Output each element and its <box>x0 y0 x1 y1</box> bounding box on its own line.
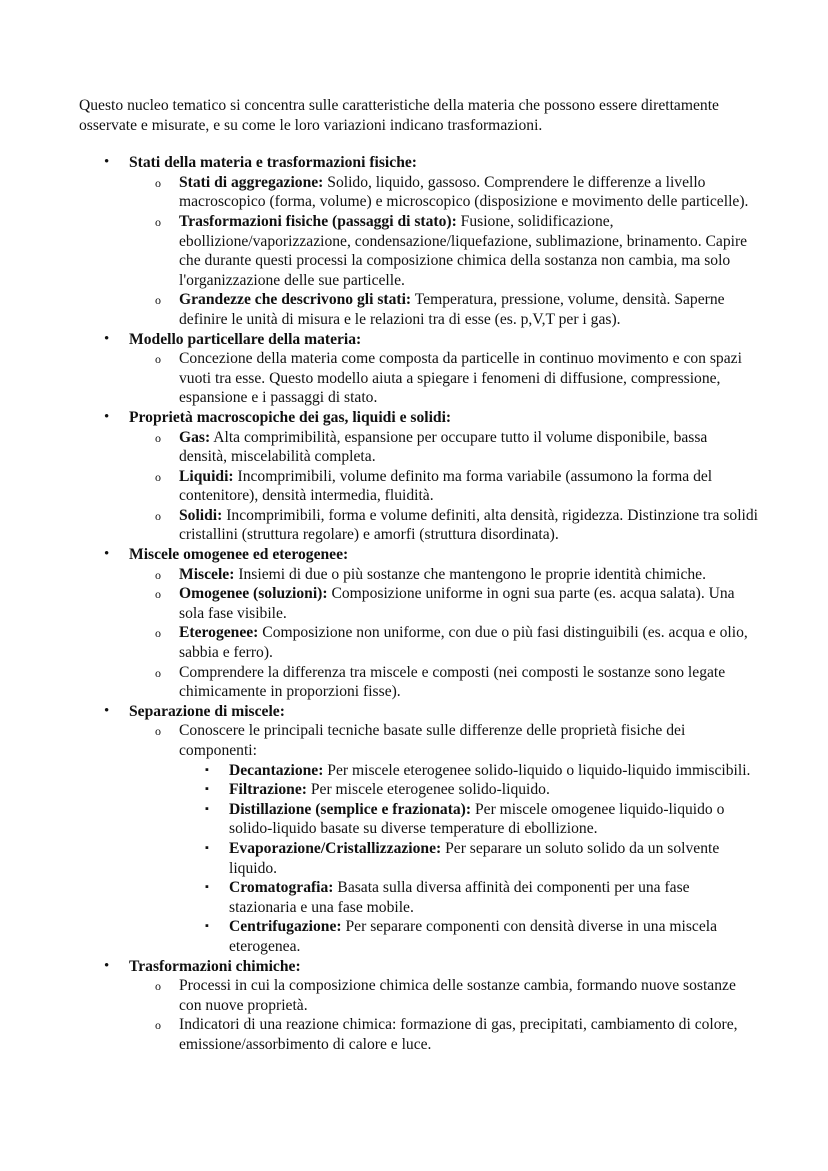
subitem <box>129 467 759 506</box>
subitem <box>129 663 759 702</box>
subitem-body <box>179 173 759 212</box>
subitem-text: Concezione della materia come composta da particelle in continuo movimento e con spazi vuoti tra esse. Questo modello aiuta a spiegare i fenomeni di diffusione, compressione, espansione e i passaggi di stato. <box>179 350 742 407</box>
technique-item <box>179 780 759 800</box>
subitem <box>129 565 759 585</box>
subitem <box>129 584 759 623</box>
technique-term: Distillazione (semplice e frazionata): <box>229 800 472 818</box>
technique-text: Basata sulla diversa affinità dei componenti per una fase stazionaria e una fase mobile. <box>229 879 690 916</box>
subitem-text: Processi in cui la composizione chimica delle sostanze cambia, formando nuove sostanze con nuove proprietà. <box>179 977 736 1014</box>
subitem <box>129 212 759 290</box>
bullet-circle-icon: o <box>155 979 161 994</box>
subitem-text: Solido, liquido, gassoso. Comprendere le differenze a livello macroscopico (forma, volume) e microscopico (disposizione e movimento delle particelle). <box>179 173 749 211</box>
subitem <box>129 976 759 1015</box>
section-heading: Proprietà macroscopiche dei gas, liquidi e solidi: <box>129 408 452 426</box>
subitem-term: Eterogenee: <box>179 624 259 642</box>
subitem-body <box>179 623 759 662</box>
technique-item <box>179 878 759 917</box>
bullet-circle-icon: o <box>155 587 161 602</box>
subitem-text: Insiemi di due o più sostanze che mantengono le proprie identità chimiche. <box>234 565 706 583</box>
subitem-body <box>179 349 759 408</box>
subitem-term: Liquidi: <box>179 467 234 485</box>
section-heading: Modello particellare della materia: <box>129 330 362 348</box>
subitem <box>129 173 759 212</box>
bullet-circle-icon: o <box>155 352 161 367</box>
subitem-term: Grandezze che descrivono gli stati: <box>179 291 412 309</box>
bullet-disc-icon: • <box>104 702 110 719</box>
technique-text: Per separare componenti con densità diverse in una miscela eterogenea. <box>229 918 718 955</box>
subitem-text: Comprendere la differenza tra miscele e composti (nei composti le sostanze sono legate chimicamente in proporzioni fisse). <box>179 663 726 701</box>
subitem-text: Composizione non uniforme, con due o più fasi distinguibili (es. acqua e olio, sabbia e ferro). <box>179 624 748 662</box>
bullet-circle-icon: o <box>155 626 161 641</box>
document-page <box>79 96 759 1055</box>
subitem-body <box>179 584 759 623</box>
subitem-text: Indicatori di una reazione chimica: formazione di gas, precipitati, cambiamento di colore, emissione/assorbimento di calore e luce. <box>179 1016 738 1053</box>
bullet-disc-icon: • <box>104 408 110 425</box>
subitem-body <box>179 467 759 506</box>
subitem <box>129 1015 759 1054</box>
technique-term: Centrifugazione: <box>229 918 342 936</box>
bullet-square-icon: ▪ <box>205 763 209 776</box>
subitem-text: Composizione uniforme in ogni sua parte (es. acqua salata). Una sola fase visibile. <box>179 585 735 622</box>
bullet-disc-icon: • <box>104 154 110 171</box>
subitem-text: Incomprimibili, volume definito ma forma variabile (assumono la forma del contenitore), densità intermedia, fluidità. <box>179 467 713 505</box>
subitem-text: Incomprimibili, forma e volume definiti, alta densità, rigidezza. Distinzione tra solidi cristallini (struttura regolare) e amorfi (struttura disordinata). <box>179 506 759 544</box>
bullet-square-icon: ▪ <box>205 841 209 854</box>
technique-text: Per miscele eterogenee solido-liquido. <box>306 781 550 799</box>
section-subitems <box>129 428 759 546</box>
technique-text: Per miscele omogenee liquido-liquido o solido-liquido basate su diverse temperature di ebollizione. <box>229 800 725 838</box>
technique-item <box>179 800 759 839</box>
section-heading: Separazione di miscele: <box>129 702 285 720</box>
subitem <box>129 290 759 329</box>
bullet-circle-icon: o <box>155 469 161 484</box>
subitem-term: Miscele: <box>179 565 235 583</box>
technique-item <box>179 917 759 956</box>
technique-term: Cromatografia: <box>229 879 334 897</box>
bullet-circle-icon: o <box>155 214 161 229</box>
technique-body <box>229 839 759 878</box>
subitem-body <box>179 565 759 585</box>
subitem-text: Conoscere le principali tecniche basate sulle differenze delle proprietà fisiche dei componenti: <box>179 722 686 759</box>
subitem-term: Trasformazioni fisiche (passaggi di stato): <box>179 212 457 230</box>
bullet-circle-icon: o <box>155 293 161 308</box>
subitem-term: Gas: <box>179 428 211 446</box>
technique-body <box>229 917 759 956</box>
bullet-circle-icon: o <box>155 724 161 739</box>
intro-paragraph: Questo nucleo tematico si concentra sulle caratteristiche della materia che possono essere direttamente osservate e misurate, e su come le loro variazioni indicano trasformazioni. <box>79 97 719 134</box>
subitem-body <box>179 976 759 1015</box>
section-item <box>79 545 759 702</box>
technique-body <box>229 780 759 800</box>
bullet-circle-icon: o <box>155 175 161 190</box>
subitem-body <box>179 506 759 545</box>
section-subitems <box>129 349 759 408</box>
section-heading: Stati della materia e trasformazioni fisiche: <box>129 154 417 172</box>
bullet-circle-icon: o <box>155 430 161 445</box>
topic-outline <box>79 153 759 1054</box>
subitem-term: Stati di aggregazione: <box>179 173 324 191</box>
subitem <box>129 721 759 956</box>
technique-term: Evaporazione/Cristallizzazione: <box>229 839 442 857</box>
section-item <box>79 957 759 1055</box>
subitem-body <box>179 428 759 467</box>
technique-body <box>229 878 759 917</box>
technique-term: Filtrazione: <box>229 781 307 799</box>
subitem-body <box>179 663 759 702</box>
bullet-circle-icon: o <box>155 1018 161 1033</box>
subitem-term: Omogenee (soluzioni): <box>179 585 328 603</box>
subitem-body <box>179 290 759 329</box>
bullet-square-icon: ▪ <box>205 783 209 796</box>
technique-item <box>179 761 759 781</box>
subitem-text: Fusione, solidificazione, ebollizione/vaporizzazione, condensazione/liquefazione, sublimazione, brinamento. Capire che durante questi processi la composizione chimica della sostanza non cambia, ma solo l'organizzazione delle sue particelle. <box>179 212 748 289</box>
bullet-circle-icon: o <box>155 665 161 680</box>
subitem-text: Alta comprimibilità, espansione per occupare tutto il volume disponibile, bassa densità, miscelabilità completa. <box>179 428 708 466</box>
subitem <box>129 349 759 408</box>
subitem-text: Temperatura, pressione, volume, densità. Saperne definire le unità di misura e le relazioni tra di esse (es. p,V,T per i gas). <box>179 291 725 328</box>
section-heading: Miscele omogenee ed eterogenee: <box>129 546 349 564</box>
subitem-term: Solidi: <box>179 506 223 524</box>
bullet-disc-icon: • <box>104 957 110 974</box>
bullet-circle-icon: o <box>155 567 161 582</box>
section-item <box>79 702 759 957</box>
bullet-circle-icon: o <box>155 508 161 523</box>
subitem <box>129 623 759 662</box>
bullet-disc-icon: • <box>104 330 110 347</box>
section-subitems <box>129 976 759 1054</box>
technique-body <box>229 761 759 781</box>
technique-text: Per miscele eterogenee solido-liquido o liquido-liquido immiscibili. <box>323 761 751 779</box>
technique-item <box>179 839 759 878</box>
subitem <box>129 428 759 467</box>
technique-body <box>229 800 759 839</box>
subitem <box>129 506 759 545</box>
technique-term: Decantazione: <box>229 761 324 779</box>
bullet-square-icon: ▪ <box>205 920 209 933</box>
technique-text: Per separare un soluto solido da un solvente liquido. <box>229 839 720 877</box>
section-item <box>79 408 759 545</box>
subitem-body <box>179 721 759 760</box>
section-item <box>79 330 759 408</box>
section-subitems <box>129 565 759 702</box>
section-heading: Trasformazioni chimiche: <box>129 957 301 975</box>
bullet-square-icon: ▪ <box>205 881 209 894</box>
subitem-body <box>179 1015 759 1054</box>
bullet-square-icon: ▪ <box>205 802 209 815</box>
section-item <box>79 153 759 329</box>
bullet-disc-icon: • <box>104 546 110 563</box>
subitem-body <box>179 212 759 290</box>
section-subitems <box>129 721 759 956</box>
section-subitems <box>129 173 759 330</box>
technique-list <box>179 761 759 957</box>
